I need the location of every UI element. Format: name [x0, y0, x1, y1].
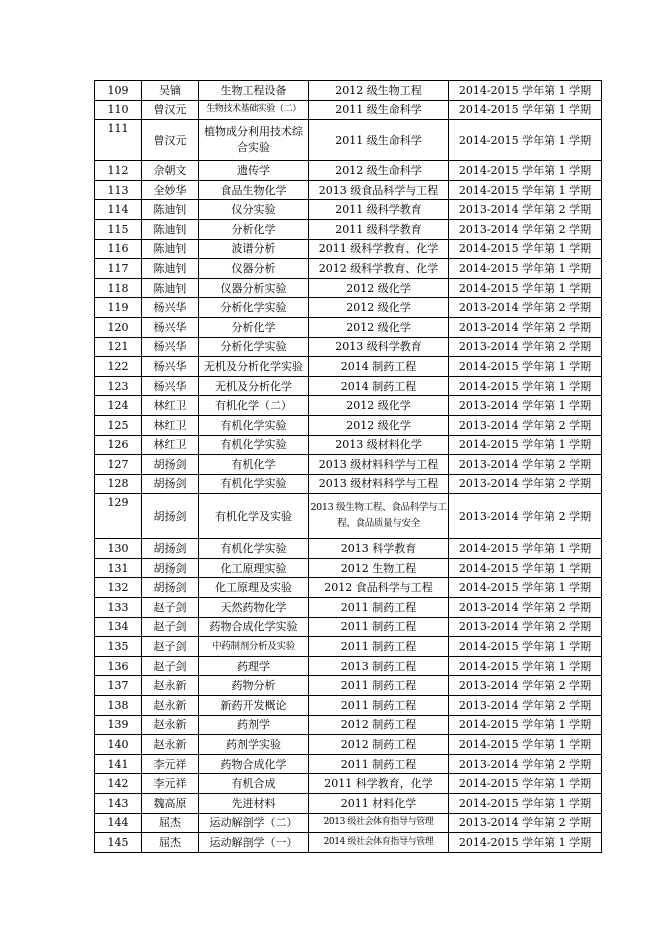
teacher-cell: 魏高原: [142, 794, 199, 814]
course-table: [94, 80, 602, 853]
term-cell: 2013-2014 学年第 2 学期: [449, 617, 602, 637]
course-cell: 生物工程设备: [199, 81, 309, 101]
row-number-cell: 114: [95, 200, 142, 220]
table-row: [95, 100, 602, 120]
table-row: [95, 794, 602, 814]
teacher-cell: 吴镝: [142, 81, 199, 101]
class-cell: 2011 制药工程: [309, 754, 449, 774]
teacher-cell: 赵永新: [142, 735, 199, 755]
term-cell: 2014-2015 学年第 1 学期: [449, 100, 602, 120]
course-cell: 食品生物化学: [199, 180, 309, 200]
class-cell: 2014 制药工程: [309, 376, 449, 396]
row-number-cell: 110: [95, 100, 142, 120]
row-number-cell: 145: [95, 833, 142, 853]
table-row: [95, 435, 602, 455]
term-cell: 2014-2015 学年第 1 学期: [449, 774, 602, 794]
row-number-cell: 118: [95, 278, 142, 298]
term-cell: 2014-2015 学年第 1 学期: [449, 357, 602, 377]
row-number-cell: 138: [95, 696, 142, 716]
row-number-cell: 122: [95, 357, 142, 377]
term-cell: 2014-2015 学年第 1 学期: [449, 794, 602, 814]
row-number-cell: 136: [95, 656, 142, 676]
row-number-cell: 143: [95, 794, 142, 814]
teacher-cell: 赵子剑: [142, 637, 199, 657]
course-cell: 分析化学实验: [199, 298, 309, 318]
row-number-cell: 127: [95, 455, 142, 475]
teacher-cell: 杨兴华: [142, 357, 199, 377]
term-cell: 2014-2015 学年第 1 学期: [449, 637, 602, 657]
teacher-cell: 李元祥: [142, 754, 199, 774]
teacher-cell: 赵永新: [142, 676, 199, 696]
class-cell: 2012 级生命科学: [309, 161, 449, 181]
term-cell: 2013-2014 学年第 2 学期: [449, 415, 602, 435]
table-row: [95, 774, 602, 794]
term-cell: 2014-2015 学年第 1 学期: [449, 558, 602, 578]
table-row: [95, 376, 602, 396]
table-row: [95, 317, 602, 337]
class-cell: 2011 材料化学: [309, 794, 449, 814]
row-number-cell: 130: [95, 539, 142, 559]
teacher-cell: 杨兴华: [142, 317, 199, 337]
row-number-cell: 140: [95, 735, 142, 755]
row-number-cell: 116: [95, 239, 142, 259]
course-cell: 化工原理及实验: [199, 578, 309, 598]
course-cell: 新药开发概论: [199, 696, 309, 716]
teacher-cell: 陈迪钊: [142, 259, 199, 279]
teacher-cell: 陈迪钊: [142, 219, 199, 239]
class-cell: 2011 制药工程: [309, 598, 449, 618]
teacher-cell: 全妙华: [142, 180, 199, 200]
row-number-cell: 117: [95, 259, 142, 279]
row-number-cell: 144: [95, 813, 142, 833]
table-row: [95, 833, 602, 853]
class-cell: 2013 级生物工程、食品科学与工程、食品质量与安全: [309, 494, 449, 539]
term-cell: 2013-2014 学年第 2 学期: [449, 474, 602, 494]
class-cell: 2012 级化学: [309, 317, 449, 337]
row-number-cell: 119: [95, 298, 142, 318]
term-cell: 2014-2015 学年第 1 学期: [449, 376, 602, 396]
course-cell: 仪分实验: [199, 200, 309, 220]
course-cell: 药物合成化学实验: [199, 617, 309, 637]
course-cell: 药物合成化学: [199, 754, 309, 774]
teacher-cell: 胡扬剑: [142, 474, 199, 494]
row-number-cell: 123: [95, 376, 142, 396]
row-number-cell: 109: [95, 81, 142, 101]
teacher-cell: 赵子剑: [142, 617, 199, 637]
teacher-cell: 杨兴华: [142, 337, 199, 357]
table-row: [95, 278, 602, 298]
table-row: [95, 539, 602, 559]
table-row: [95, 120, 602, 161]
term-cell: 2013-2014 学年第 2 学期: [449, 200, 602, 220]
table-row: [95, 415, 602, 435]
course-cell: 分析化学实验: [199, 337, 309, 357]
table-body: [95, 81, 602, 853]
table-row: [95, 578, 602, 598]
teacher-cell: 陈迪钊: [142, 200, 199, 220]
class-cell: 2011 级生命科学: [309, 120, 449, 161]
term-cell: 2014-2015 学年第 1 学期: [449, 161, 602, 181]
term-cell: 2014-2015 学年第 1 学期: [449, 539, 602, 559]
class-cell: 2011 级生命科学: [309, 100, 449, 120]
row-number-cell: 124: [95, 396, 142, 416]
teacher-cell: 屈杰: [142, 833, 199, 853]
row-number-cell: 135: [95, 637, 142, 657]
teacher-cell: 胡扬剑: [142, 539, 199, 559]
teacher-cell: 曾汉元: [142, 120, 199, 161]
class-cell: 2012 级化学: [309, 415, 449, 435]
class-cell: 2012 生物工程: [309, 558, 449, 578]
row-number-cell: 113: [95, 180, 142, 200]
course-cell: 仪器分析实验: [199, 278, 309, 298]
teacher-cell: 赵子剑: [142, 598, 199, 618]
class-cell: 2014 制药工程: [309, 357, 449, 377]
term-cell: 2013-2014 学年第 2 学期: [449, 494, 602, 539]
course-cell: 有机化学（二）: [199, 396, 309, 416]
row-number-cell: 125: [95, 415, 142, 435]
row-number-cell: 112: [95, 161, 142, 181]
class-cell: 2011 级科学教育: [309, 219, 449, 239]
table-row: [95, 754, 602, 774]
teacher-cell: 屈杰: [142, 813, 199, 833]
teacher-cell: 赵永新: [142, 696, 199, 716]
term-cell: 2014-2015 学年第 1 学期: [449, 715, 602, 735]
course-cell: 运动解剖学（一）: [199, 833, 309, 853]
table-row: [95, 558, 602, 578]
class-cell: 2012 食品科学与工程: [309, 578, 449, 598]
term-cell: 2013-2014 学年第 2 学期: [449, 337, 602, 357]
term-cell: 2014-2015 学年第 1 学期: [449, 180, 602, 200]
row-number-cell: 142: [95, 774, 142, 794]
course-cell: 先进材料: [199, 794, 309, 814]
term-cell: 2014-2015 学年第 1 学期: [449, 435, 602, 455]
course-cell: 分析化学: [199, 317, 309, 337]
class-cell: 2013 级食品科学与工程: [309, 180, 449, 200]
term-cell: 2014-2015 学年第 1 学期: [449, 278, 602, 298]
teacher-cell: 曾汉元: [142, 100, 199, 120]
row-number-cell: 111: [95, 120, 142, 161]
class-cell: 2012 级化学: [309, 278, 449, 298]
row-number-cell: 120: [95, 317, 142, 337]
row-number-cell: 115: [95, 219, 142, 239]
table-row: [95, 676, 602, 696]
course-cell: 药物分析: [199, 676, 309, 696]
row-number-cell: 139: [95, 715, 142, 735]
teacher-cell: 胡扬剑: [142, 558, 199, 578]
term-cell: 2014-2015 学年第 1 学期: [449, 656, 602, 676]
teacher-cell: 林红卫: [142, 396, 199, 416]
term-cell: 2013-2014 学年第 2 学期: [449, 598, 602, 618]
table-row: [95, 396, 602, 416]
class-cell: 2011 制药工程: [309, 637, 449, 657]
class-cell: 2011 级科学教育、化学: [309, 239, 449, 259]
teacher-cell: 胡扬剑: [142, 494, 199, 539]
table-row: [95, 161, 602, 181]
class-cell: 2012 级生物工程: [309, 81, 449, 101]
class-cell: 2013 制药工程: [309, 656, 449, 676]
table-row: [95, 298, 602, 318]
course-cell: 仪器分析: [199, 259, 309, 279]
term-cell: 2013-2014 学年第 2 学期: [449, 455, 602, 475]
table-row: [95, 813, 602, 833]
course-cell: 分析化学: [199, 219, 309, 239]
class-cell: 2014 级社会体育指导与管理: [309, 833, 449, 853]
course-cell: 药剂学: [199, 715, 309, 735]
class-cell: 2011 科学教育，化学: [309, 774, 449, 794]
table-row: [95, 239, 602, 259]
course-cell: 波谱分析: [199, 239, 309, 259]
row-number-cell: 134: [95, 617, 142, 637]
term-cell: 2013-2014 学年第 2 学期: [449, 696, 602, 716]
course-cell: 有机化学及实验: [199, 494, 309, 539]
class-cell: 2012 级化学: [309, 396, 449, 416]
row-number-cell: 131: [95, 558, 142, 578]
term-cell: 2014-2015 学年第 1 学期: [449, 259, 602, 279]
table-row: [95, 735, 602, 755]
term-cell: 2013-2014 学年第 2 学期: [449, 317, 602, 337]
term-cell: 2014-2015 学年第 1 学期: [449, 833, 602, 853]
course-cell: 有机化学实验: [199, 474, 309, 494]
row-number-cell: 126: [95, 435, 142, 455]
teacher-cell: 佘朝文: [142, 161, 199, 181]
table-row: [95, 656, 602, 676]
table-row: [95, 696, 602, 716]
table-row: [95, 180, 602, 200]
table-row: [95, 637, 602, 657]
course-cell: 有机化学实验: [199, 539, 309, 559]
class-cell: 2012 制药工程: [309, 735, 449, 755]
teacher-cell: 陈迪钊: [142, 239, 199, 259]
class-cell: 2011 级科学教育: [309, 200, 449, 220]
term-cell: 2013-2014 学年第 2 学期: [449, 298, 602, 318]
course-cell: 有机化学实验: [199, 435, 309, 455]
term-cell: 2013-2014 学年第 1 学期: [449, 396, 602, 416]
class-cell: 2012 级化学: [309, 298, 449, 318]
teacher-cell: 李元祥: [142, 774, 199, 794]
table-row: [95, 455, 602, 475]
teacher-cell: 胡扬剑: [142, 455, 199, 475]
course-cell: 生物技术基础实验（二）: [199, 100, 309, 120]
class-cell: 2013 级科学教育: [309, 337, 449, 357]
teacher-cell: 林红卫: [142, 415, 199, 435]
term-cell: 2014-2015 学年第 1 学期: [449, 735, 602, 755]
teacher-cell: 赵子剑: [142, 656, 199, 676]
table-row: [95, 200, 602, 220]
course-cell: 化工原理实验: [199, 558, 309, 578]
course-cell: 无机及分析化学实验: [199, 357, 309, 377]
course-cell: 有机化学: [199, 455, 309, 475]
table-row: [95, 598, 602, 618]
row-number-cell: 133: [95, 598, 142, 618]
teacher-cell: 林红卫: [142, 435, 199, 455]
term-cell: 2014-2015 学年第 1 学期: [449, 578, 602, 598]
term-cell: 2014-2015 学年第 1 学期: [449, 81, 602, 101]
course-cell: 药理学: [199, 656, 309, 676]
row-number-cell: 128: [95, 474, 142, 494]
teacher-cell: 杨兴华: [142, 298, 199, 318]
course-cell: 有机合成: [199, 774, 309, 794]
table-row: [95, 494, 602, 539]
row-number-cell: 129: [95, 494, 142, 539]
term-cell: 2014-2015 学年第 1 学期: [449, 120, 602, 161]
course-cell: 无机及分析化学: [199, 376, 309, 396]
class-cell: 2011 制药工程: [309, 696, 449, 716]
class-cell: 2013 级材料科学与工程: [309, 455, 449, 475]
teacher-cell: 赵永新: [142, 715, 199, 735]
class-cell: 2013 科学教育: [309, 539, 449, 559]
table-row: [95, 617, 602, 637]
course-cell: 药剂学实验: [199, 735, 309, 755]
term-cell: 2014-2015 学年第 1 学期: [449, 239, 602, 259]
course-cell: 天然药物化学: [199, 598, 309, 618]
table-row: [95, 357, 602, 377]
row-number-cell: 137: [95, 676, 142, 696]
class-cell: 2013 级社会体育指导与管理: [309, 813, 449, 833]
row-number-cell: 121: [95, 337, 142, 357]
table-row: [95, 259, 602, 279]
row-number-cell: 132: [95, 578, 142, 598]
table-row: [95, 474, 602, 494]
class-cell: 2013 级材料科学与工程: [309, 474, 449, 494]
table-row: [95, 219, 602, 239]
term-cell: 2013-2014 学年第 2 学期: [449, 219, 602, 239]
course-cell: 中药制剂分析及实验: [199, 637, 309, 657]
class-cell: 2011 制药工程: [309, 617, 449, 637]
course-cell: 有机化学实验: [199, 415, 309, 435]
course-cell: 运动解剖学（二）: [199, 813, 309, 833]
table-row: [95, 337, 602, 357]
table-row: [95, 81, 602, 101]
course-cell: 植物成分利用技术综合实验: [199, 120, 309, 161]
term-cell: 2013-2014 学年第 2 学期: [449, 676, 602, 696]
table-row: [95, 715, 602, 735]
term-cell: 2013-2014 学年第 2 学期: [449, 754, 602, 774]
teacher-cell: 杨兴华: [142, 376, 199, 396]
teacher-cell: 胡扬剑: [142, 578, 199, 598]
class-cell: 2011 制药工程: [309, 676, 449, 696]
class-cell: 2012 级科学教育、化学: [309, 259, 449, 279]
class-cell: 2013 级材料化学: [309, 435, 449, 455]
row-number-cell: 141: [95, 754, 142, 774]
class-cell: 2012 制药工程: [309, 715, 449, 735]
course-cell: 遗传学: [199, 161, 309, 181]
term-cell: 2013-2014 学年第 2 学期: [449, 813, 602, 833]
teacher-cell: 陈迪钊: [142, 278, 199, 298]
